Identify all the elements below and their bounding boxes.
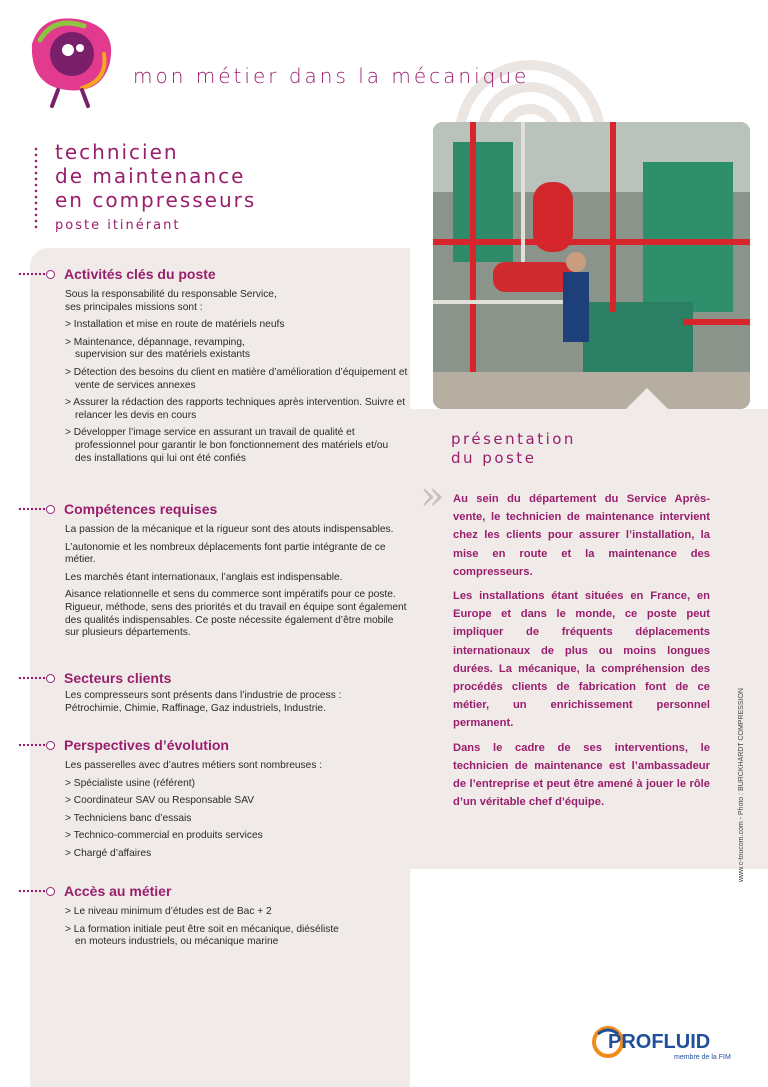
section-activites (18, 265, 408, 470)
section-header (18, 882, 408, 900)
dots-decoration (18, 889, 46, 893)
section-header (18, 736, 408, 754)
list-item: > Détection des besoins du client en matière d’amélioration d’équipement et vente de services annexes (65, 366, 408, 391)
bullet-icon (46, 674, 55, 683)
section-title: Compétences requises (64, 501, 218, 517)
paragraph: Les compresseurs sont présents dans l’industrie de process : (65, 690, 342, 701)
job-title-line: en compresseurs (55, 188, 257, 212)
dots-decoration (18, 676, 46, 680)
dots-decoration (18, 507, 46, 511)
bullet-icon (46, 887, 55, 896)
paragraph: La passion de la mécanique et la rigueur sont des atouts indispensables. (65, 524, 394, 535)
list-item: > Chargé d’affaires (65, 847, 152, 859)
list-item: > Technico-commercial en produits services (65, 830, 263, 842)
brand-name: PROFLUID (608, 1031, 711, 1053)
paragraph: Les marchés étant internationaux, l’anglais est indispensable. (65, 571, 343, 583)
section-header (18, 500, 408, 518)
paragraph: ses principales missions sont : (65, 301, 203, 313)
dots-decoration (18, 743, 46, 747)
paragraph: L’autonomie et les nombreux déplacements font partie intégrante de ce métier. (65, 541, 386, 566)
job-title-line: technicien (55, 140, 179, 164)
job-subtitle: poste itinérant (55, 218, 181, 233)
bullet-icon (46, 741, 55, 750)
brand-tagline: membre de la FIM (674, 1054, 731, 1061)
section-body (65, 760, 408, 861)
list-item: > Installation et mise en route de matériels neufs (65, 319, 285, 331)
presentation-title-line: présentation (451, 430, 576, 448)
presentation-title-line: du poste (451, 449, 537, 467)
paragraph: Les installations étant situées en France, en Europe et dans le monde, ce poste peut impliquer de fréquents déplacements internationaux de plus ou moins longues durées. La mécanique, la compréhension des procédés clients de fabrication font de ce métier, un enrichissement personnel permanent. (453, 590, 710, 730)
section-acces (18, 882, 408, 954)
bullet-icon (46, 270, 55, 279)
list-item: > Assurer la rédaction des rapports techniques après intervention. Suivre et relancer les devis en cours (65, 397, 406, 421)
paragraph: Dans le cadre de ses interventions, le technicien de maintenance est l’ambassadeur de l’entreprise et peut être amené à jouer le rôle d’un véritable chef d’équipe. (453, 741, 710, 809)
profluid-logo-icon (592, 1022, 742, 1062)
section-body (65, 906, 408, 949)
list-item: > Coordinateur SAV ou Responsable SAV (65, 795, 255, 807)
list-item: > Le niveau minimum d’études est de Bac + 2 (65, 906, 272, 917)
quote-icon: » (420, 473, 445, 519)
section-body (65, 289, 408, 465)
list-item: > Techniciens banc d’essais (65, 812, 192, 824)
presentation-title (451, 430, 576, 468)
bullet-icon (46, 505, 55, 514)
section-body (65, 690, 408, 715)
job-title (55, 140, 256, 212)
list-item: > Maintenance, dépannage, revamping, supervision sur des matériels existants (65, 336, 250, 361)
paragraph: Pétrochimie, Chimie, Raffinage, Gaz industriels, Industrie. (65, 702, 326, 714)
paragraph: Au sein du département du Service Après-vente, le technicien de maintenance intervient chez les clients pour assurer l’installation, la mise en route et la maintenance des compresseurs. (453, 493, 710, 578)
header-title: mon métier dans la mécanique (133, 64, 530, 88)
section-title: Activités clés du poste (64, 266, 216, 282)
compressor-photo (433, 122, 750, 409)
photo-credit: www.c-toucom.com - Photo : BURCKHARDT COMPRESSION (738, 688, 745, 882)
section-title: Perspectives d’évolution (64, 737, 229, 753)
section-header (18, 669, 408, 687)
paragraph: Les passerelles avec d’autres métiers sont nombreuses : (65, 760, 323, 771)
title-dots-decoration (34, 146, 38, 232)
list-item: > Développer l’image service en assurant un travail de qualité et professionnel pour garantir le bon fonctionnement des matériels et/ou des installations qui lui ont été confiés (65, 427, 389, 464)
paragraph: Aisance relationnelle et sens du commerce sont impératifs pour ce poste. Rigueur, méthode, sens des priorités et du travail en équipe sont également des qualités indispensables. Ce poste nécessite également d’être mobile sur plusieurs départements. (65, 589, 407, 639)
section-title: Secteurs clients (64, 670, 172, 686)
dots-decoration (18, 272, 46, 276)
section-perspectives (18, 736, 408, 866)
section-header (18, 265, 408, 283)
paragraph: Sous la responsabilité du responsable Service, (65, 289, 277, 300)
list-item: > La formation initiale peut être soit en mécanique, diéséliste en moteurs industriels, ou mécanique marine (65, 923, 339, 948)
mascot-logo-icon (22, 14, 122, 110)
section-body (65, 524, 408, 640)
section-competences (18, 500, 408, 645)
presentation-body (453, 490, 710, 817)
section-secteurs (18, 669, 408, 720)
section-title: Accès au métier (64, 883, 172, 899)
list-item: > Spécialiste usine (référent) (65, 777, 195, 789)
job-title-line: de maintenance (55, 164, 246, 188)
